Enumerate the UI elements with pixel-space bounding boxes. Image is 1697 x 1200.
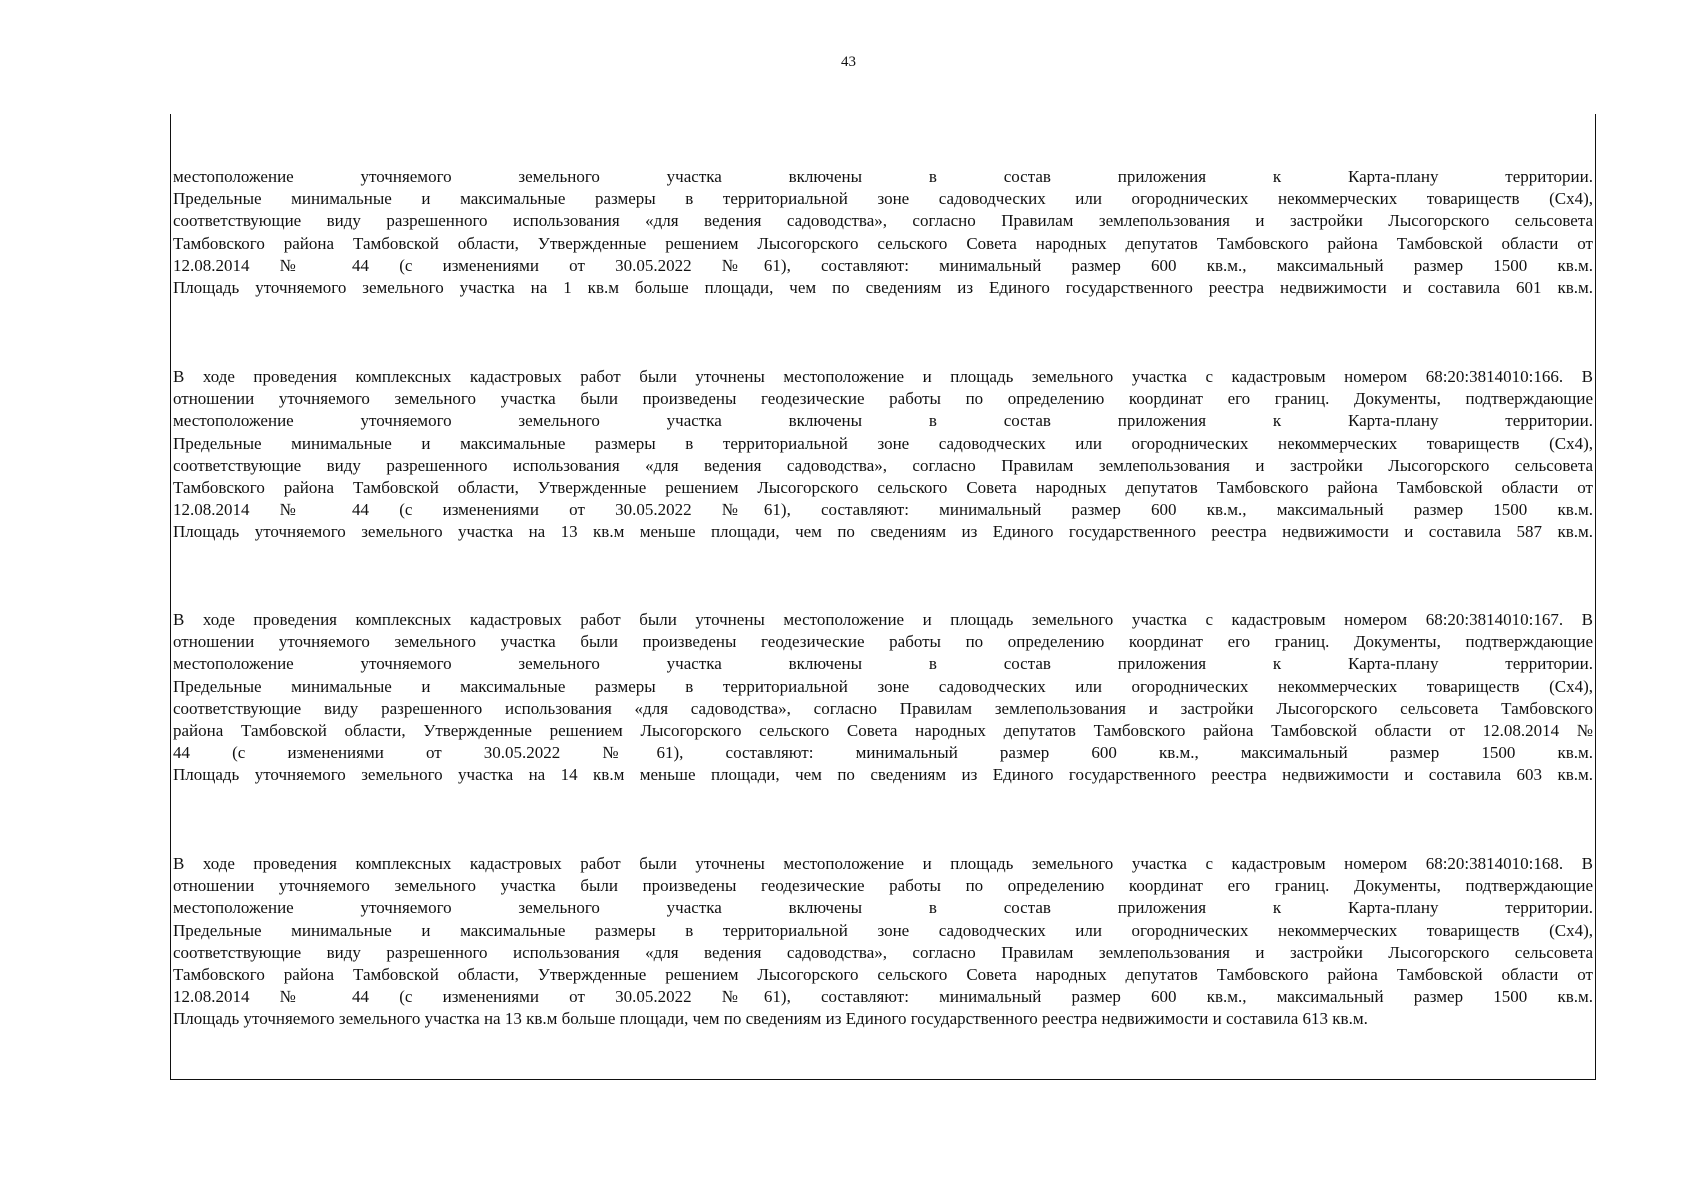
text-line: Предельные минимальные и максимальные размеры в территориальной зоне садоводческих или огороднических некоммерческих товариществ (Сх4), <box>173 920 1593 940</box>
text-line: Площадь уточняемого земельного участка на 13 кв.м меньше площади, чем по сведениям из Единого государственного реестра недвижимости и составила 587 кв.м. <box>173 522 1593 542</box>
text-line: Предельные минимальные и максимальные размеры в территориальной зоне садоводческих или огороднических некоммерческих товариществ (Сх4), <box>173 189 1593 209</box>
content-frame <box>170 114 1596 1080</box>
text-line: местоположение уточняемого земельного участка включены в состав приложения к Карта-плану территории. <box>173 654 1593 674</box>
text-line: 12.08.2014 № 44 (с изменениями от 30.05.2022 №61), составляют: минимальный размер 600 кв.м., максимальный размер 1500 кв.м. <box>173 500 1593 520</box>
text-line: отношении уточняемого земельного участка были произведены геодезические работы по определению координат его границ. Документы, подтверждающие <box>173 632 1593 652</box>
text-line: Площадь уточняемого земельного участка на 14 кв.м меньше площади, чем по сведениям из Единого государственного реестра недвижимости и составила 603 кв.м. <box>173 765 1593 785</box>
text-line: Площадь уточняемого земельного участка на 1 кв.м больше площади, чем по сведениям из Единого государственного реестра недвижимости и составила 601 кв.м. <box>173 277 1593 297</box>
text-line: 44 (с изменениями от 30.05.2022 №61), составляют: минимальный размер 600 кв.м., максимальный размер 1500 кв.м. <box>173 743 1593 763</box>
parcel-paragraph <box>173 609 1593 787</box>
text-line: В ходе проведения комплексных кадастровых работ были уточнены местоположение и площадь земельного участка с кадастровым номером 68:20:3814010:167. В <box>173 610 1593 629</box>
parcel-paragraph <box>173 166 1593 299</box>
text-line: района Тамбовской области, Утвержденные решением Лысогорского сельского Совета народных депутатов Тамбовского района Тамбовской области от 12.08.2014 № <box>173 720 1593 740</box>
text-line: Площадь уточняемого земельного участка на 13 кв.м больше площади, чем по сведениям из Единого государственного реестра недвижимости и составила 613 кв.м. <box>173 1009 1368 1029</box>
text-line: Тамбовского района Тамбовской области, Утвержденные решением Лысогорского сельского Совета народных депутатов Тамбовского района Тамбовской области от <box>173 477 1593 497</box>
text-line: 12.08.2014 № 44 (с изменениями от 30.05.2022 №61), составляют: минимальный размер 600 кв.м., максимальный размер 1500 кв.м. <box>173 255 1593 275</box>
text-line: Тамбовского района Тамбовской области, Утвержденные решением Лысогорского сельского Совета народных депутатов Тамбовского района Тамбовской области от <box>173 233 1593 253</box>
text-line: соответствующие виду разрешенного использования «для ведения садоводства», согласно Правилам землепользования и застройки Лысогорского сельсовета <box>173 211 1593 231</box>
text-line: Предельные минимальные и максимальные размеры в территориальной зоне садоводческих или огороднических некоммерческих товариществ (Сх4), <box>173 433 1593 453</box>
parcel-paragraph <box>173 366 1593 544</box>
text-line: местоположение уточняемого земельного участка включены в состав приложения к Карта-плану территории. <box>173 898 1593 918</box>
text-line: соответствующие виду разрешенного использования «для ведения садоводства», согласно Правилам землепользования и застройки Лысогорского сельсовета <box>173 942 1593 962</box>
page-number: 43 <box>841 54 856 70</box>
parcel-paragraph <box>173 853 1593 1031</box>
text-line: Тамбовского района Тамбовской области, Утвержденные решением Лысогорского сельского Совета народных депутатов Тамбовского района Тамбовской области от <box>173 964 1593 984</box>
text-line: Предельные минимальные и максимальные размеры в территориальной зоне садоводческих или огороднических некоммерческих товариществ (Сх4), <box>173 676 1593 696</box>
text-line: соответствующие виду разрешенного использования «для ведения садоводства», согласно Правилам землепользования и застройки Лысогорского сельсовета <box>173 455 1593 475</box>
text-line: местоположение уточняемого земельного участка включены в состав приложения к Карта-плану территории. <box>173 167 1593 186</box>
text-line: местоположение уточняемого земельного участка включены в состав приложения к Карта-плану территории. <box>173 411 1593 431</box>
text-line: 12.08.2014 № 44 (с изменениями от 30.05.2022 №61), составляют: минимальный размер 600 кв.м., максимальный размер 1500 кв.м. <box>173 987 1593 1007</box>
text-line: соответствующие виду разрешенного использования «для садоводства», согласно Правилам землепользования и застройки Лысогорского сельсовета Тамбовского <box>173 698 1593 718</box>
text-line: В ходе проведения комплексных кадастровых работ были уточнены местоположение и площадь земельного участка с кадастровым номером 68:20:3814010:168. В <box>173 854 1593 873</box>
text-line: В ходе проведения комплексных кадастровых работ были уточнены местоположение и площадь земельного участка с кадастровым номером 68:20:3814010:166. В <box>173 367 1593 386</box>
text-line: отношении уточняемого земельного участка были произведены геодезические работы по определению координат его границ. Документы, подтверждающие <box>173 389 1593 409</box>
text-line: отношении уточняемого земельного участка были произведены геодезические работы по определению координат его границ. Документы, подтверждающие <box>173 876 1593 896</box>
